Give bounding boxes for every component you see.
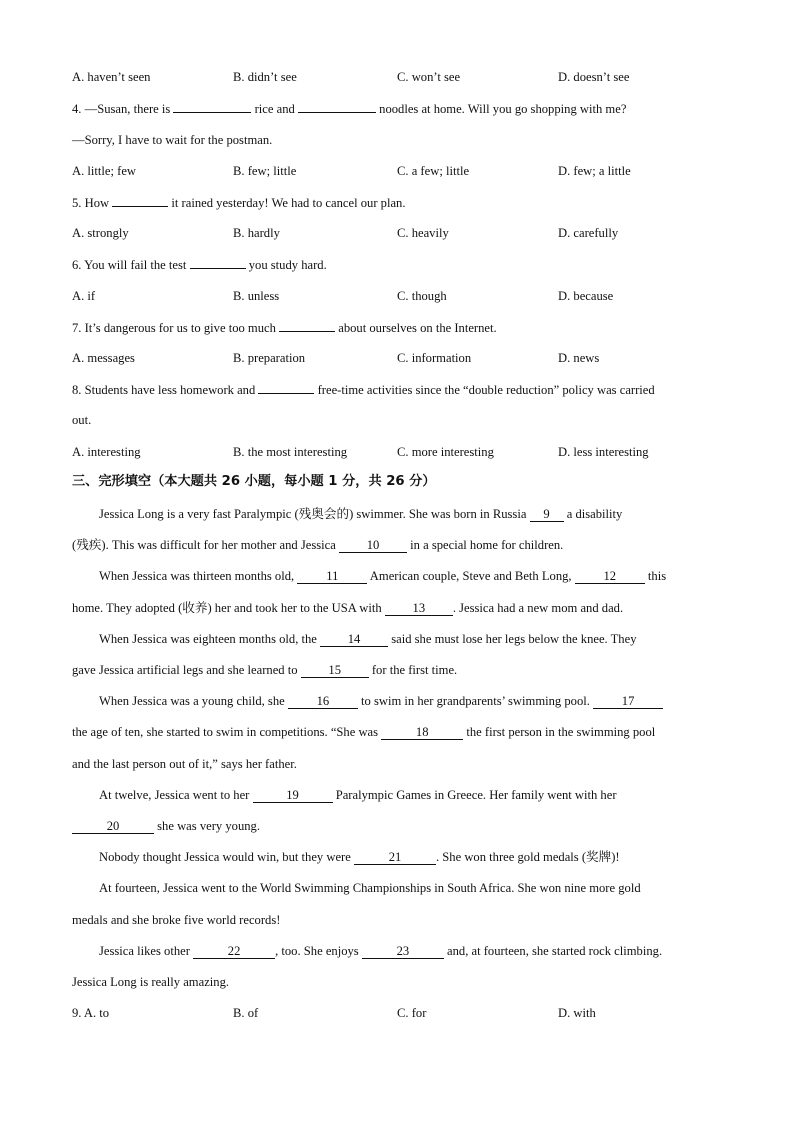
blank-9[interactable]: 9 <box>530 507 564 522</box>
q5-option-d[interactable]: D. carefully <box>558 226 619 240</box>
q6-option-c[interactable]: C. though <box>397 289 447 303</box>
q9-option-a[interactable]: 9. A. to <box>72 1006 110 1020</box>
q3-option-a[interactable]: A. haven’t seen <box>72 70 151 84</box>
passage-line: When Jessica was thirteen months old, 11 American couple, Steve and Beth Long, 12 this <box>99 569 667 583</box>
passage-line: At twelve, Jessica went to her 19 Paralympic Games in Greece. Her family went with her <box>99 788 617 802</box>
q7-option-d[interactable]: D. news <box>558 351 600 365</box>
q9-options <box>72 1005 732 1021</box>
q4-blank-1[interactable] <box>173 100 251 113</box>
blank-15[interactable]: 15 <box>301 663 369 678</box>
q7-option-b[interactable]: B. preparation <box>233 351 306 365</box>
blank-21[interactable]: 21 <box>354 850 436 865</box>
passage-line: Nobody thought Jessica would win, but they were 21 . She won three gold medals (奖牌)! <box>99 850 620 864</box>
q7-options <box>72 350 732 366</box>
q4-stem: 4. —Susan, there is rice and noodles at home. Will you go shopping with me? <box>72 102 627 116</box>
q8-option-c[interactable]: C. more interesting <box>397 445 494 459</box>
blank-11[interactable]: 11 <box>297 569 367 584</box>
q3-option-d[interactable]: D. doesn’t see <box>558 70 630 84</box>
q8-option-a[interactable]: A. interesting <box>72 445 141 459</box>
blank-13[interactable]: 13 <box>385 601 453 616</box>
q6-stem: 6. You will fail the test you study hard. <box>72 258 327 272</box>
q5-option-c[interactable]: C. heavily <box>397 226 449 240</box>
blank-22[interactable]: 22 <box>193 944 275 959</box>
q4-options <box>72 163 732 179</box>
q7-blank[interactable] <box>279 319 335 332</box>
q4-option-d[interactable]: D. few; a little <box>558 164 631 178</box>
q4-option-c[interactable]: C. a few; little <box>397 164 470 178</box>
q6-options <box>72 288 732 304</box>
q6-option-b[interactable]: B. unless <box>233 289 280 303</box>
blank-18[interactable]: 18 <box>381 725 463 740</box>
q3-option-b[interactable]: B. didn’t see <box>233 70 297 84</box>
passage-line: home. They adopted (收养) her and took her to the USA with 13 . Jessica had a new mom and dad. <box>72 601 624 615</box>
q9-option-b[interactable]: B. of <box>233 1006 259 1020</box>
passage-line: At fourteen, Jessica went to the World Swimming Championships in South Africa. She won nine more gold <box>99 881 641 895</box>
blank-16[interactable]: 16 <box>288 694 358 709</box>
passage-line: medals and she broke five world records! <box>72 913 281 927</box>
passage-line: Jessica Long is really amazing. <box>72 975 230 989</box>
q7-option-c[interactable]: C. information <box>397 351 472 365</box>
section-title: 三、完形填空（本大题共 26 小题，每小题 1 分，共 26 分） <box>72 474 436 489</box>
blank-17[interactable]: 17 <box>593 694 663 709</box>
q6-option-a[interactable]: A. if <box>72 289 96 303</box>
q5-stem: 5. How it rained yesterday! We had to cancel our plan. <box>72 196 406 210</box>
q8-blank[interactable] <box>258 381 314 394</box>
q5-options <box>72 225 732 241</box>
q8-stem-cont: out. <box>72 413 92 427</box>
q5-blank[interactable] <box>112 194 168 207</box>
blank-23[interactable]: 23 <box>362 944 444 959</box>
q4-option-a[interactable]: A. little; few <box>72 164 137 178</box>
passage-line: 20 she was very young. <box>72 818 260 834</box>
blank-19[interactable]: 19 <box>253 788 333 803</box>
q7-stem: 7. It’s dangerous for us to give too much about ourselves on the Internet. <box>72 321 497 335</box>
q8-options <box>72 444 732 460</box>
blank-10[interactable]: 10 <box>339 538 407 553</box>
passage-line: Jessica Long is a very fast Paralympic (残奥会的) swimmer. She was born in Russia 9 a disability <box>99 507 623 521</box>
passage-line: gave Jessica artificial legs and she learned to 15 for the first time. <box>72 663 458 677</box>
q5-option-b[interactable]: B. hardly <box>233 226 280 240</box>
passage-line: Jessica likes other 22 , too. She enjoys 23 and, at fourteen, she started rock climbing. <box>99 944 663 958</box>
q5-option-a[interactable]: A. strongly <box>72 226 129 240</box>
q6-option-d[interactable]: D. because <box>558 289 614 303</box>
passage-line: When Jessica was eighteen months old, the 14 said she must lose her legs below the knee. They <box>99 632 637 646</box>
q8-option-b[interactable]: B. the most interesting <box>233 445 348 459</box>
passage-line: the age of ten, she started to swim in competitions. “She was 18 the first person in the swimming pool <box>72 725 656 739</box>
q6-blank[interactable] <box>190 256 246 269</box>
q8-option-d[interactable]: D. less interesting <box>558 445 649 459</box>
q3-option-c[interactable]: C. won’t see <box>397 70 461 84</box>
q8-stem: 8. Students have less homework and free-time activities since the “double reduction” policy was carried <box>72 383 655 397</box>
blank-14[interactable]: 14 <box>320 632 388 647</box>
q7-option-a[interactable]: A. messages <box>72 351 135 365</box>
q4-blank-2[interactable] <box>298 100 376 113</box>
passage-line: and the last person out of it,” says her father. <box>72 757 297 771</box>
q4-option-b[interactable]: B. few; little <box>233 164 297 178</box>
passage-line: When Jessica was a young child, she 16 to swim in her grandparents’ swimming pool. 17 <box>99 693 663 709</box>
q4-reply: —Sorry, I have to wait for the postman. <box>72 133 273 147</box>
q9-option-c[interactable]: C. for <box>397 1006 427 1020</box>
blank-12[interactable]: 12 <box>575 569 645 584</box>
passage-line: (残疾). This was difficult for her mother and Jessica 10 in a special home for children. <box>72 538 564 552</box>
blank-20[interactable]: 20 <box>72 819 154 834</box>
q9-option-d[interactable]: D. with <box>558 1006 596 1020</box>
q3-options <box>72 69 732 85</box>
